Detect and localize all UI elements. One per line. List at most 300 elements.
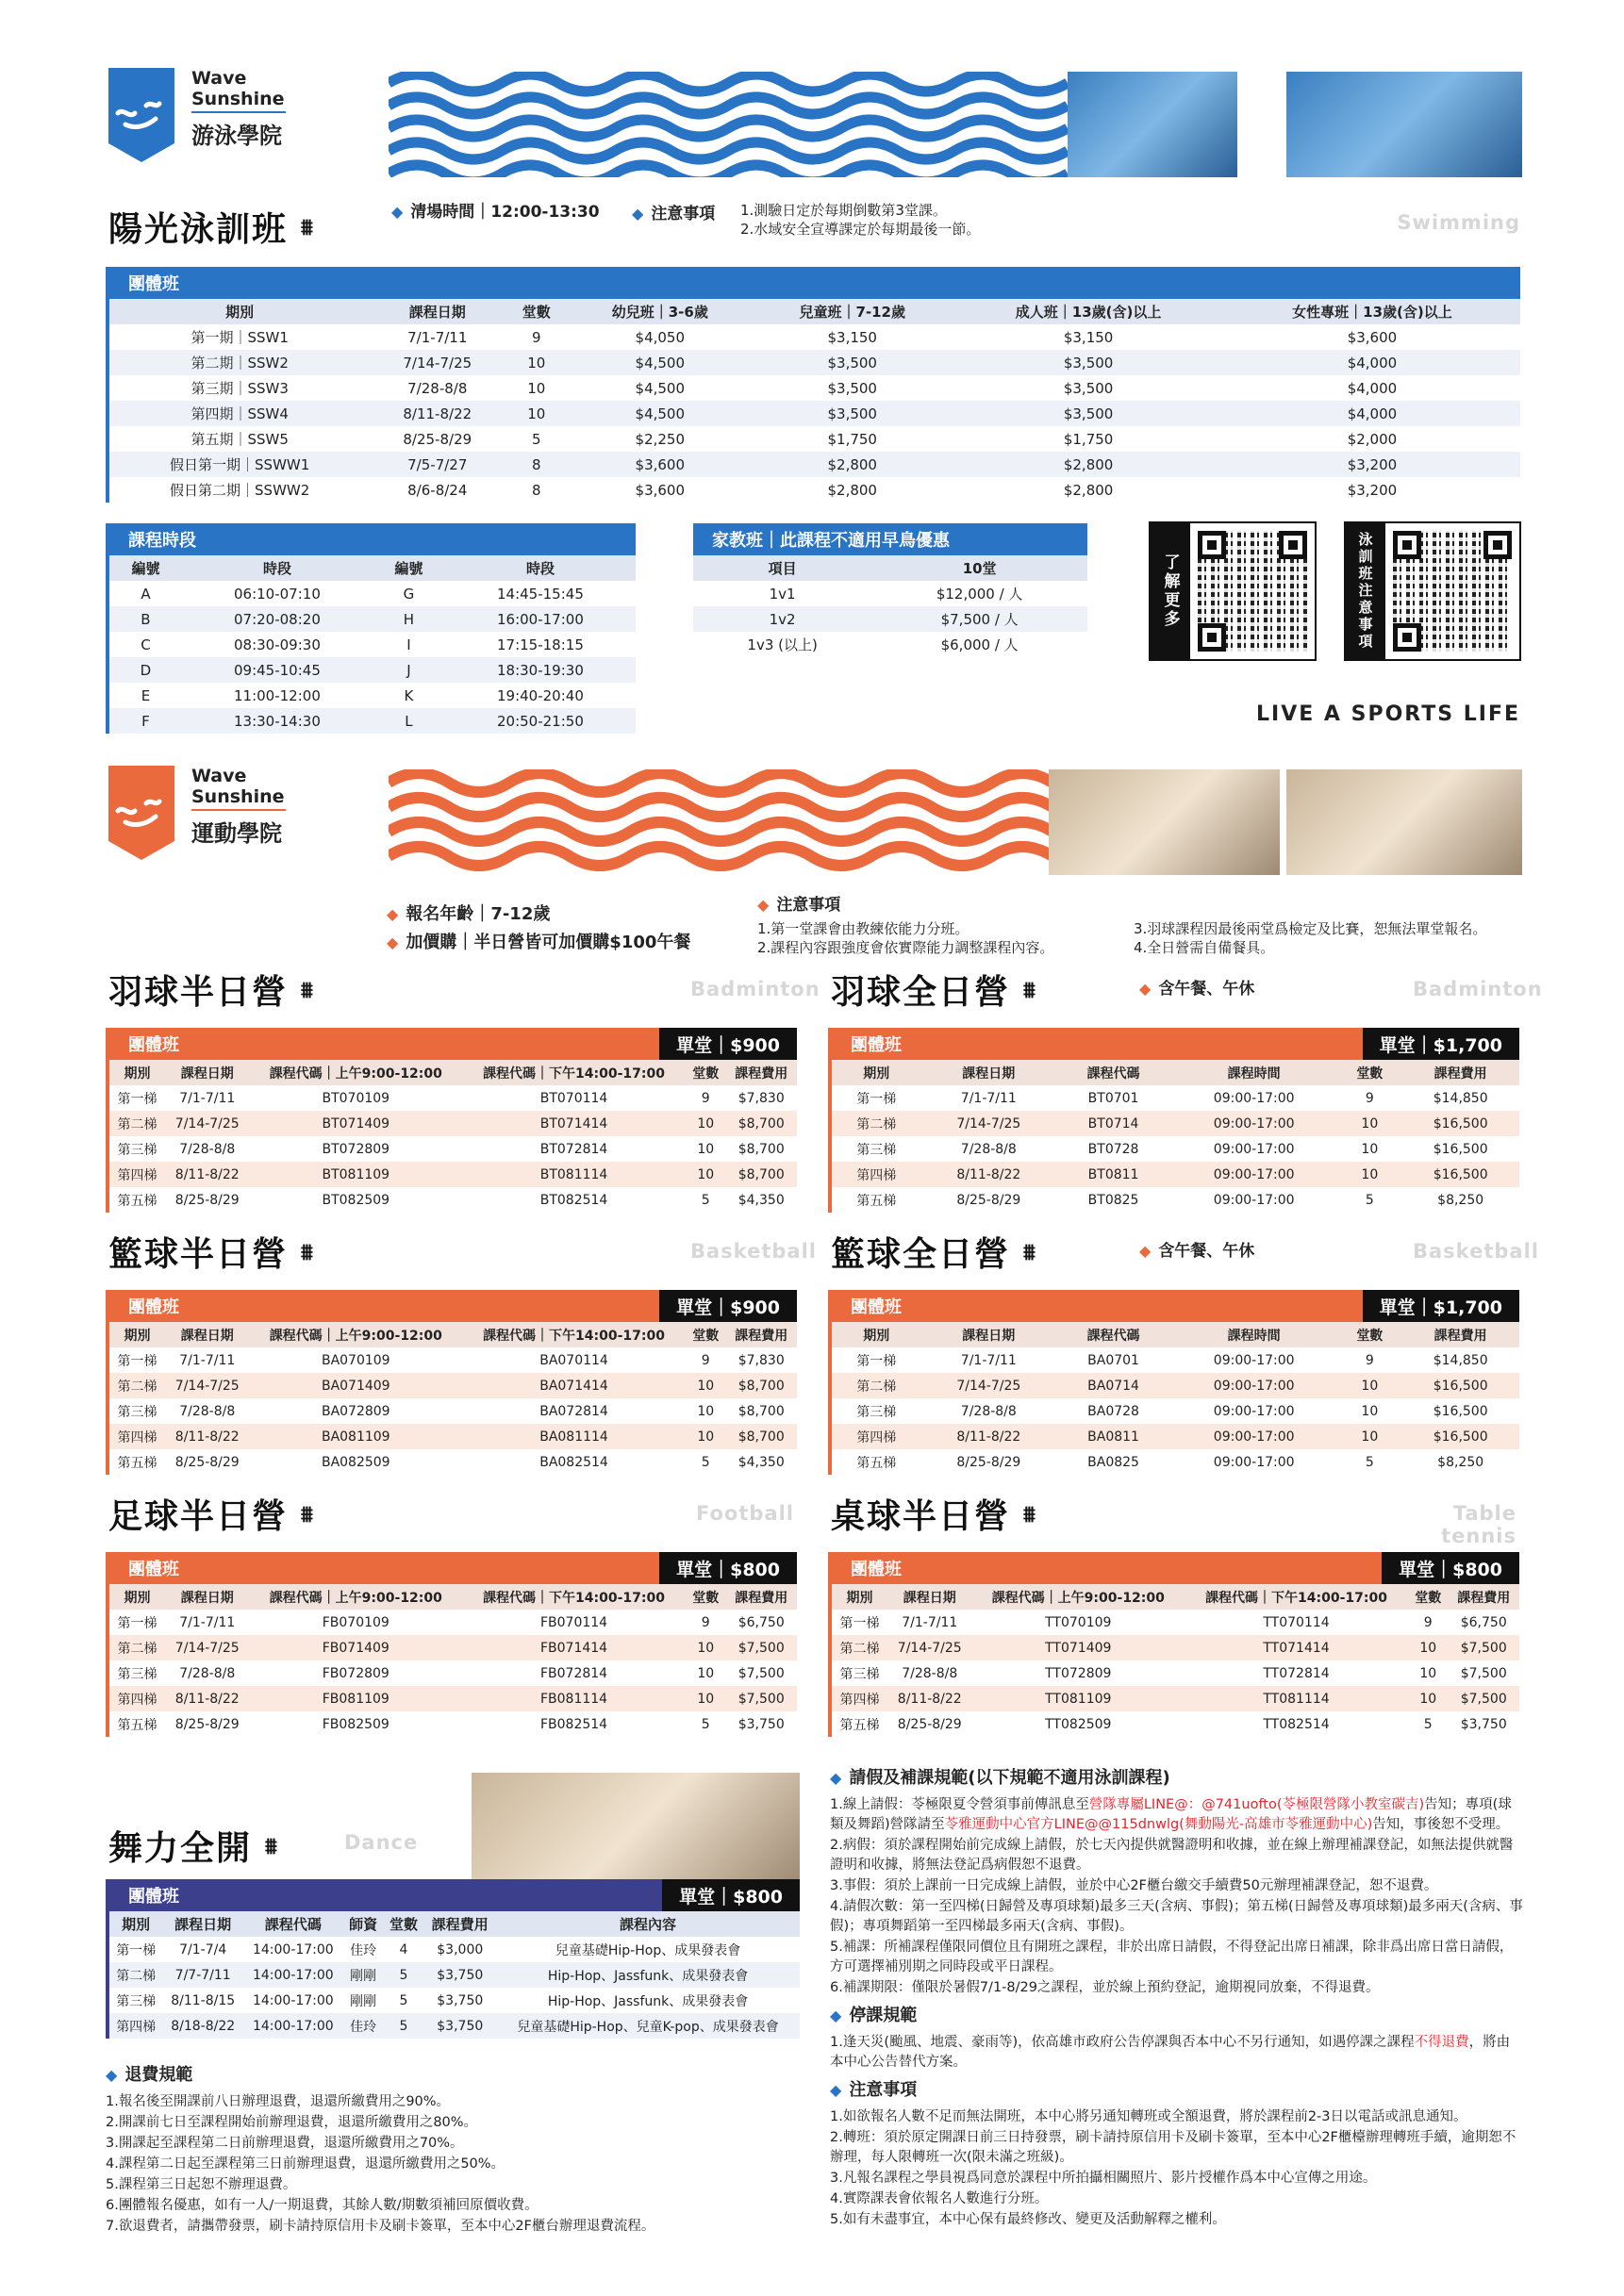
wave-logo-icon <box>108 766 174 860</box>
table-row <box>109 1686 797 1711</box>
table-row <box>832 1085 1519 1111</box>
table-cell: 10 <box>686 1424 725 1449</box>
table-row <box>832 1162 1519 1187</box>
table-row <box>109 1187 797 1213</box>
table-cell: 第三梯 <box>856 1404 897 1420</box>
table-cell: 5 <box>532 430 541 448</box>
table-cell: $1,750 <box>1063 430 1114 448</box>
table-cell: 7/1-7/11 <box>902 1614 958 1630</box>
table-cell: 第五梯 <box>856 1455 897 1471</box>
table-cell: 09:00-17:00 <box>1213 1141 1295 1157</box>
table-row <box>109 1136 797 1162</box>
table-cell: $16,500 <box>1401 1373 1519 1398</box>
table-cell: $8,700 <box>725 1111 797 1136</box>
table-cell: 7/1-7/11 <box>179 1352 236 1368</box>
column-header: 課程內容 <box>496 1911 800 1937</box>
table-cell: BA0714 <box>1056 1373 1170 1398</box>
table-cell: $3,600 <box>1347 328 1398 346</box>
table-cell: 09:00-17:00 <box>1213 1352 1295 1368</box>
table-cell: $7,500 <box>1448 1686 1519 1711</box>
table-cell: 06:10-07:10 <box>234 585 321 603</box>
column-header: 課程日期 <box>921 1060 1057 1085</box>
wave-pattern-icon <box>389 769 1049 875</box>
table-row <box>109 477 1520 503</box>
swim-group-table <box>106 267 1520 503</box>
table-cell: 8/11-8/15 <box>171 1992 236 2008</box>
dance-table: 團體班 單堂｜$800 期別 課程日期 課程代碼 師資 堂數 課程費用 課程內容 第一梯 7/1-7/4 14:00-17:00 佳玲 4 $3,000 兒童基礎Hip-Hop、成果發表會 第二梯 7/7-7/11 14:00-17:00 剛剛 5 $3,750 Hip-Hop、Jassfunk、成果發表會 第三梯 8/11-8/15 14:00-17:00 剛剛 5 $3,750 Hip-Hop、Jassfunk、成果發表會 第四梯 8/18-8/22 14:00-17:00 佳玲 5 $3,750 兒童基礎Hip-Hop、兒童K-pop、成果發表會 <box>106 1879 800 2039</box>
table-cell: 09:45-10:45 <box>182 657 373 683</box>
table-cell: 9 <box>701 1352 710 1368</box>
tt_half-table: 團體班 單堂｜$800 期別 課程日期 課程代碼｜上午9:00-12:00 課程代碼｜下午14:00-17:00 堂數 課程費用 第一梯 7/1-7/11 TT070109 TT070114 9 $6,750 第二梯 7/14-7/25 TT071409 TT071414 10 $7,500 第三梯 7/28-8/8 TT072809 TT072814 10 $7,500 第四梯 8/11-8/22 TT081109 TT081114 10 $7,500 第五梯 8/25-8/29 TT082509 TT082514 5 $3,750 <box>828 1552 1519 1737</box>
table-cell: TT081109 <box>972 1686 1185 1711</box>
diamond-icon: ◆ <box>830 2081 842 2099</box>
table-cell: BA0825 <box>1087 1454 1139 1470</box>
column-header: 堂數 <box>686 1322 725 1347</box>
column-header: 編號 <box>373 555 445 581</box>
swim-clean-time: ◆ 清場時間｜12:00-13:30 <box>391 203 600 222</box>
table-row <box>109 1635 797 1660</box>
price-tag: 單堂｜$900 <box>659 1290 797 1322</box>
table-cell: TT071409 <box>972 1635 1185 1660</box>
table-cell: BA082509 <box>321 1454 390 1470</box>
table-cell: TT070109 <box>1045 1614 1112 1630</box>
column-header: 課程日期 <box>165 1584 250 1610</box>
table-cell: $6,750 <box>737 1614 785 1630</box>
table-cell: $16,500 <box>1401 1162 1519 1187</box>
column-header: 師資 <box>343 1911 384 1937</box>
deco-icon: ⩩ <box>1023 1500 1037 1528</box>
leave-rules: ◆ 請假及補課規範(以下規範不適用泳訓課程) 1.線上請假：苓極限夏令營須事前傳訊息至營隊專屬LINE@：@741uofto(苓極限營隊小教室碳吉)告知；專項(球類及舞蹈)營隊請至苓雅運動中心官方LINE@@115dnwlg(舞動陽光-高雄市苓雅運動中心)告知，事後恕不受理。 2.病假：須於課程開始前完成線上請假，於七天內提供就醫證明和收據，並在線上辦理補課登記，如無法提供就醫證明和收據，將無法登記爲病假恕不退費。 3.事假：須於上課前一日完成線上請假，並於中心2F櫃台繳交手續費50元辦理補課登記，恕不退費。 4.請假次數：第一至四梯(日歸營及專項球類)最多三天(含病、事假)；第五梯(日歸營及專項球類)最多兩天(含病、事假)；專項舞蹈第一至四梯最多兩天(含病、事假)。 5.補課：所補課程僅限同價位且有開班之課程，非於出席日請假，不得登記出席日補課，除非爲出席日當日請假，方可選擇補別期之同時段或平日課程。 6.補課期限：僅限於暑假7/1-8/29之課程，並於線上預約登記，逾期視同放棄，不得退費。 ◆ 停課規範 1.逢天災(颱風、地震、豪雨等)，依高雄市政府公告停課與否本中心不另行通知，如遇停課之課程不得退費，將由本中心公告替代方案。 ◆ 注意事項 1.如欲報名人數不足而無法開班，本中心將另通知轉班或全額退費，將於課程前2-3日以電話或訊息通知。 2.轉班：須於原定開課日前三日持發票，刷卡請持原信用卡及刷卡簽單，至本中心2F櫃檯辦理轉班手續，逾期恕不辦理，每人限轉班一次(限未滿之班級)。 3.凡報名課程之學員視爲同意於課程中所拍攝相關照片、影片授權作爲本中心宣傳之用途。 4.實際課表會依報名人數進行分班。 5.如有未盡事宜，本中心保有最終修改、變更及活動解釋之權利。 <box>830 1768 1523 2231</box>
table-cell: $2,800 <box>752 452 953 477</box>
table-cell: 5 <box>384 1962 424 1988</box>
table-cell: $3,150 <box>1063 328 1114 346</box>
table-cell: 第二梯 <box>109 1111 165 1136</box>
table-cell: 7/14-7/25 <box>165 1111 250 1136</box>
table-cell: 7/28-8/8 <box>179 1141 236 1157</box>
table-cell: 10 <box>505 401 568 426</box>
table-cell: 16:00-17:00 <box>445 606 636 632</box>
table-cell: 7/14-7/25 <box>165 1373 250 1398</box>
swim-wave-banner <box>389 72 1068 177</box>
column-header: 課程費用 <box>1401 1060 1519 1085</box>
swim-photo-1 <box>1068 72 1237 177</box>
list-item: 6.團體報名優惠，如有一人/一期退費，其餘人數/期數須補回原價收費。 <box>106 2198 539 2213</box>
table-row <box>832 1187 1519 1213</box>
table-cell: FB081109 <box>250 1686 463 1711</box>
table-cell: 8/11-8/22 <box>370 401 505 426</box>
column-header: 課程日期 <box>370 299 505 324</box>
price-tag: 單堂｜$900 <box>659 1028 797 1060</box>
deco-icon: ⩩ <box>301 1238 315 1265</box>
diamond-icon: ◆ <box>632 205 644 223</box>
table-cell: 第一期｜SSW1 <box>191 329 289 346</box>
table-cell: A <box>141 585 151 603</box>
sports-photo-2 <box>1286 769 1522 875</box>
table-cell: $3,750 <box>423 1962 496 1988</box>
table-row <box>109 1424 797 1449</box>
table-cell: B <box>109 606 182 632</box>
table-cell: FB071414 <box>462 1635 686 1660</box>
table-cell: 09:00-17:00 <box>1213 1454 1295 1470</box>
table-cell: BA071414 <box>462 1373 686 1398</box>
logo-line2: Sunshine <box>191 89 285 109</box>
table-cell: 5 <box>384 2013 424 2039</box>
table-cell: FB070109 <box>322 1614 389 1630</box>
table-cell: 8/11-8/22 <box>887 1686 972 1711</box>
table-cell: BT082514 <box>539 1192 608 1208</box>
table-row <box>109 401 1520 426</box>
table-cell: 09:00-17:00 <box>1213 1403 1295 1419</box>
basketball_full-table: 團體班 單堂｜$1,700 期別 課程日期 課程代碼 課程時間 堂數 課程費用 第一梯 7/1-7/11 BA0701 09:00-17:00 9 $14,850 第二梯 7/14-7/25 BA0714 09:00-17:00 10 $16,500 第三梯 7/28-8/8 BA0728 09:00-17:00 10 $16,500 第四梯 8/11-8/22 BA0811 09:00-17:00 10 $16,500 第五梯 8/25-8/29 BA0825 09:00-17:00 5 $8,250 <box>828 1290 1519 1475</box>
table-cell: 7/1-7/11 <box>179 1090 236 1106</box>
table-cell: $3,600 <box>635 481 686 499</box>
table-cell: 8/25-8/29 <box>174 1716 240 1732</box>
table-cell: 7/14-7/25 <box>887 1635 972 1660</box>
column-header: 女性專班｜13歲(含)以上 <box>1224 299 1520 324</box>
table-cell: 09:00-17:00 <box>1170 1111 1337 1136</box>
table-cell: $7,500 <box>737 1665 785 1681</box>
table-cell: 10 <box>697 1141 715 1157</box>
table-cell: $8,700 <box>725 1373 797 1398</box>
table-cell: FB082514 <box>539 1716 608 1732</box>
table-cell: FB081114 <box>462 1686 686 1711</box>
table-cell: 18:30-19:30 <box>445 657 636 683</box>
table-cell: $7,500 <box>1448 1635 1519 1660</box>
table-cell: BT070109 <box>322 1090 390 1106</box>
column-header: 堂數 <box>1337 1322 1401 1347</box>
football_half-title: 足球半日營 ⩩ <box>108 1497 315 1536</box>
table-cell: 10 <box>1408 1686 1448 1711</box>
table-cell: 8/11-8/22 <box>165 1424 250 1449</box>
table-cell: $1,750 <box>827 430 877 448</box>
table-cell: 8/11-8/22 <box>921 1162 1057 1187</box>
diamond-icon: ◆ <box>106 2066 118 2084</box>
table-cell: 10 <box>697 1665 715 1681</box>
table-row <box>832 1660 1519 1686</box>
price-tag: 單堂｜$800 <box>1382 1552 1519 1584</box>
table-cell: BT0811 <box>1056 1162 1170 1187</box>
list-item: 1.報名後至開課前八日辦理退費，退還所繳費用之90%。 <box>106 2094 451 2109</box>
table-cell: 10 <box>1419 1665 1437 1681</box>
table-row <box>832 1424 1519 1449</box>
table-cell: BA071409 <box>250 1373 463 1398</box>
list-item: 3.凡報名課程之學員視爲同意於課程中所拍攝相關照片、影片授權作爲本中心宣傳之用途。 <box>830 2171 1377 2186</box>
tt_half-title: 桌球半日營 ⩩ <box>831 1497 1037 1536</box>
table-cell: BA0811 <box>1056 1424 1170 1449</box>
deco-icon: ⩩ <box>301 1500 315 1528</box>
table-cell: 5 <box>399 1992 408 2008</box>
table-cell: 07:20-08:20 <box>182 606 373 632</box>
dance-photo <box>472 1773 800 1884</box>
table-cell: TT082514 <box>1263 1716 1330 1732</box>
table-cell: 10 <box>1337 1424 1401 1449</box>
column-header: 課程代碼｜下午14:00-17:00 <box>462 1322 686 1347</box>
table-cell: 5 <box>1365 1192 1374 1208</box>
column-header: 期別 <box>109 1322 165 1347</box>
table-cell: 09:00-17:00 <box>1213 1192 1295 1208</box>
table-cell: 第二梯 <box>832 1635 887 1660</box>
table-cell: 10 <box>686 1635 725 1660</box>
table-row <box>109 1937 800 1962</box>
table-cell: 第三梯 <box>856 1142 897 1158</box>
table-cell: $3,750 <box>1460 1716 1507 1732</box>
list-item: 4.課程第二日起至課程第三日前辦理退費，退還所繳費用之50%。 <box>106 2156 505 2172</box>
table-row <box>109 1660 797 1686</box>
table-cell: 8/11-8/22 <box>921 1424 1057 1449</box>
table-cell: $2,800 <box>953 452 1224 477</box>
slots-table <box>106 523 636 734</box>
qr-swim-notice[interactable]: 泳訓班注意事項 <box>1344 521 1521 661</box>
table-cell: 第四期｜SSW4 <box>109 401 370 426</box>
sports-photo-1 <box>1049 769 1280 875</box>
table-cell: BT0701 <box>1087 1090 1139 1106</box>
table-cell: 19:40-20:40 <box>497 686 584 704</box>
table-cell: 10 <box>686 1162 725 1187</box>
table-cell: 第二梯 <box>832 1111 921 1136</box>
table-cell: 8/25-8/29 <box>174 1192 240 1208</box>
table-cell: 11:00-12:00 <box>234 686 321 704</box>
table-cell: 第一梯 <box>116 1942 157 1958</box>
table-cell: 7/14-7/25 <box>921 1373 1057 1398</box>
table-row <box>109 1162 797 1187</box>
column-header: 編號 <box>109 555 182 581</box>
column-header: 課程代碼 <box>243 1911 343 1937</box>
column-header: 課程費用 <box>1448 1584 1519 1610</box>
table-cell: 5 <box>1365 1454 1374 1470</box>
table-row <box>832 1136 1519 1162</box>
table-row <box>109 1711 797 1737</box>
table-row <box>832 1686 1519 1711</box>
table-cell: 9 <box>1365 1352 1374 1368</box>
list-item: 6.補課期限：僅限於暑假7/1-8/29之課程，並於線上預約登記，逾期視同放棄，不得退費。 <box>830 1980 1380 1995</box>
table-cell: 8/25-8/29 <box>403 430 472 448</box>
table-cell: BT072814 <box>539 1141 608 1157</box>
column-header: 課程代碼｜下午14:00-17:00 <box>1185 1584 1408 1610</box>
list-item: 3.開課起至課程第二日前辦理退費，退還所繳費用之70%。 <box>106 2136 464 2151</box>
table-cell: 7/1-7/11 <box>960 1352 1017 1368</box>
diamond-icon: ◆ <box>757 896 770 914</box>
qr-learn-more[interactable]: 了解更多 <box>1149 521 1317 661</box>
table-cell: FB082509 <box>322 1716 389 1732</box>
table-cell: 第一梯 <box>117 1615 157 1631</box>
table-cell: 09:00-17:00 <box>1213 1090 1295 1106</box>
table-cell: $16,500 <box>1401 1424 1519 1449</box>
table-cell: $8,700 <box>725 1424 797 1449</box>
column-header: 課程日期 <box>887 1584 972 1610</box>
column-header: 堂數 <box>1337 1060 1401 1085</box>
table-cell: 7/14-7/25 <box>921 1111 1057 1136</box>
table-cell: $3,500 <box>752 401 953 426</box>
table-cell: 5 <box>1423 1716 1433 1732</box>
table-cell: BT082509 <box>322 1192 390 1208</box>
table-cell: $7,500 <box>725 1635 797 1660</box>
table-cell: D <box>109 657 182 683</box>
table-cell: 第三期｜SSW3 <box>191 380 289 397</box>
price-tag: 單堂｜$1,700 <box>1363 1028 1519 1060</box>
table-cell: 7/28-8/8 <box>902 1665 958 1681</box>
column-header: 期別 <box>109 1060 165 1085</box>
slogan: LIVE A SPORTS LIFE <box>1256 702 1520 726</box>
table-row <box>832 1398 1519 1424</box>
table-row <box>109 606 636 632</box>
list-item: 7.欲退費者，請攜帶發票，刷卡請持原信用卡及刷卡簽單，至本中心2F櫃台辦理退費流程。 <box>106 2219 655 2234</box>
table-cell: $3,500 <box>752 350 953 375</box>
table-cell: 9 <box>701 1090 710 1106</box>
table-cell: 剛剛 <box>350 1993 377 2009</box>
table-cell: 14:00-17:00 <box>252 1941 334 1957</box>
table-cell: 14:45-15:45 <box>497 585 584 603</box>
sports-notice-label: ◆ 注意事項 <box>757 896 841 915</box>
table-row <box>109 657 636 683</box>
table-row <box>693 606 1087 632</box>
table-cell: 第二梯 <box>109 1635 165 1660</box>
column-header: 課程費用 <box>725 1060 797 1085</box>
tt_half-en: Table tennis <box>1441 1502 1516 1547</box>
table-cell: 9 <box>1365 1090 1374 1106</box>
table-row <box>109 1449 797 1475</box>
tutor-table <box>693 523 1087 657</box>
table-cell: Hip-Hop、Jassfunk、成果發表會 <box>496 1962 800 1988</box>
table-cell: 10 <box>1361 1141 1379 1157</box>
table-cell: 8 <box>505 452 568 477</box>
table-cell: 第一梯 <box>117 1353 157 1369</box>
table-row <box>832 1347 1519 1373</box>
table-cell: 第二梯 <box>109 1962 162 1988</box>
table-cell: 第四梯 <box>109 2013 162 2039</box>
table-cell: 8 <box>532 481 541 499</box>
table-cell: $4,050 <box>635 328 686 346</box>
table-cell: 5 <box>701 1192 710 1208</box>
deco-icon: ⩩ <box>1023 976 1037 1003</box>
column-header: 課程日期 <box>165 1322 250 1347</box>
table-cell: 第三梯 <box>117 1404 157 1420</box>
table-cell: $7,500 <box>1460 1665 1507 1681</box>
table-cell: 兒童基礎Hip-Hop、成果發表會 <box>555 1942 741 1958</box>
table-row <box>109 324 1520 350</box>
table-cell: 10 <box>527 379 546 397</box>
table-row <box>109 708 636 734</box>
basketball_half-en: Basketball <box>690 1240 817 1263</box>
table-cell: $2,800 <box>1063 481 1114 499</box>
list-item: 5.如有未盡事宜，本中心保有最終修改、變更及活動解釋之權利。 <box>830 2212 1226 2227</box>
table-cell: BT070114 <box>539 1090 608 1106</box>
deco-icon: ⩩ <box>1023 1238 1037 1265</box>
table-cell: F <box>109 708 182 734</box>
table-cell: 08:30-09:30 <box>234 636 321 653</box>
column-header: 課程費用 <box>423 1911 496 1937</box>
table-cell: $3,000 <box>437 1941 484 1957</box>
table-cell: 09:00-17:00 <box>1170 1162 1337 1187</box>
basketball_full-title: 籃球全日營 ⩩ <box>831 1235 1037 1274</box>
table-cell: 第二期｜SSW2 <box>109 350 370 375</box>
table-cell: 8/25-8/29 <box>956 1454 1021 1470</box>
logo-sub: 游泳學院 <box>191 123 282 149</box>
table-cell: 第一梯 <box>839 1615 880 1631</box>
table-cell: 第四梯 <box>109 1686 165 1711</box>
table-cell: 09:00-17:00 <box>1170 1373 1337 1398</box>
table-cell: $8,250 <box>1437 1192 1484 1208</box>
table-cell: 10 <box>505 350 568 375</box>
football_half-en: Football <box>696 1502 794 1525</box>
table-cell: $3,750 <box>737 1716 785 1732</box>
table-row <box>109 1373 797 1398</box>
table-cell: $4,000 <box>1224 350 1520 375</box>
table-cell: BA081109 <box>250 1424 463 1449</box>
list-item: 4.實際課表會依報名人數進行分班。 <box>830 2191 1049 2206</box>
badminton_full-table: 團體班 單堂｜$1,700 期別 課程日期 課程代碼 課程時間 堂數 課程費用 第一梯 7/1-7/11 BT0701 09:00-17:00 9 $14,850 第二梯 7/14-7/25 BT0714 09:00-17:00 10 $16,500 第三梯 7/28-8/8 BT0728 09:00-17:00 10 $16,500 第四梯 8/11-8/22 BT0811 09:00-17:00 10 $16,500 第五梯 8/25-8/29 BT0825 09:00-17:00 5 $8,250 <box>828 1028 1519 1213</box>
table-cell: BA0701 <box>1087 1352 1139 1368</box>
diamond-icon: ◆ <box>1139 980 1152 998</box>
table-cell: 20:50-21:50 <box>445 708 636 734</box>
column-header: 課程日期 <box>921 1322 1057 1347</box>
column-header: 課程代碼｜上午9:00-12:00 <box>250 1584 463 1610</box>
table-cell: 10 <box>686 1111 725 1136</box>
sports-age: ◆ 報名年齡｜7-12歲 ◆ 加價購｜半日營皆可加價購$100午餐 <box>387 904 691 952</box>
diamond-icon: ◆ <box>830 1769 842 1787</box>
lunch-note: ◆ 含午餐、午休 <box>1139 980 1255 999</box>
table-row <box>832 1373 1519 1398</box>
swim-notice: 1.測驗日定於每期倒數第3堂課。 2.水域安全宣導課定於每期最後一節。 <box>740 202 981 238</box>
table-cell: $4,500 <box>568 401 752 426</box>
table-row <box>109 1347 797 1373</box>
sports-wave-banner <box>389 769 1049 875</box>
table-cell: H <box>373 606 445 632</box>
table-cell: TT072814 <box>1263 1665 1330 1681</box>
list-item: 5.補課：所補課程僅限同價位且有開班之課程，非於出席日請假，不得登記出席日補課，除非爲出席日當日請假，方可選擇補別期之同時段或平日課程。 <box>830 1940 1514 1974</box>
table-cell: BA072809 <box>321 1403 390 1419</box>
table-cell: C <box>141 636 151 653</box>
table-cell: $2,250 <box>635 430 686 448</box>
table-cell: 5 <box>701 1454 710 1470</box>
table-row <box>109 350 1520 375</box>
table-cell: $14,850 <box>1433 1352 1488 1368</box>
table-row <box>832 1449 1519 1475</box>
diamond-icon: ◆ <box>387 933 399 951</box>
column-header: 兒童班｜7-12歲 <box>752 299 953 324</box>
table-cell: $3,150 <box>827 328 877 346</box>
table-cell: 第一梯 <box>856 1091 897 1107</box>
column-header: 幼兒班｜3-6歲 <box>568 299 752 324</box>
table-cell: $7,830 <box>737 1352 785 1368</box>
table-cell: 8/11-8/22 <box>165 1162 250 1187</box>
table-cell: 佳玲 <box>350 1942 377 1958</box>
swim-logo <box>108 68 286 162</box>
table-cell: FB071409 <box>250 1635 463 1660</box>
table-cell: 8/25-8/29 <box>956 1192 1021 1208</box>
table-cell: 10 <box>686 1373 725 1398</box>
lunch-note: ◆ 含午餐、午休 <box>1139 1242 1255 1261</box>
table-cell: $4,350 <box>737 1454 785 1470</box>
table-row <box>109 632 636 657</box>
football_half-table: 團體班 單堂｜$800 期別 課程日期 課程代碼｜上午9:00-12:00 課程代碼｜下午14:00-17:00 堂數 課程費用 第一梯 7/1-7/11 FB070109 FB070114 9 $6,750 第二梯 7/14-7/25 FB071409 FB071414 10 $7,500 第三梯 7/28-8/8 FB072809 FB072814 10 $7,500 第四梯 8/11-8/22 FB081109 FB081114 10 $7,500 第五梯 8/25-8/29 FB082509 FB082514 5 $3,750 <box>106 1552 797 1737</box>
table-cell: $2,000 <box>1347 430 1398 448</box>
sports-notice-right: 3.羽球課程因最後兩堂爲檢定及比賽，恕無法單堂報名。 4.全日營需自備餐具。 <box>1134 920 1487 956</box>
swim-photo-2 <box>1286 72 1522 177</box>
table-cell: $8,700 <box>725 1162 797 1187</box>
column-header: 成人班｜13歲(含)以上 <box>953 299 1224 324</box>
table-cell: $8,250 <box>1437 1454 1484 1470</box>
table-cell: BA070109 <box>321 1352 390 1368</box>
table-cell: 剛剛 <box>343 1962 384 1988</box>
table-cell: $4,000 <box>1347 379 1398 397</box>
list-item: 2.開課前七日至課程開始前辦理退費，退還所繳費用之80%。 <box>106 2115 478 2130</box>
table-cell: 7/1-7/4 <box>179 1941 227 1957</box>
table-cell: 7/14-7/25 <box>165 1635 250 1660</box>
column-header: 課程費用 <box>1401 1322 1519 1347</box>
table-cell: $4,000 <box>1224 401 1520 426</box>
table-row <box>693 632 1087 657</box>
table-row <box>109 1988 800 2013</box>
